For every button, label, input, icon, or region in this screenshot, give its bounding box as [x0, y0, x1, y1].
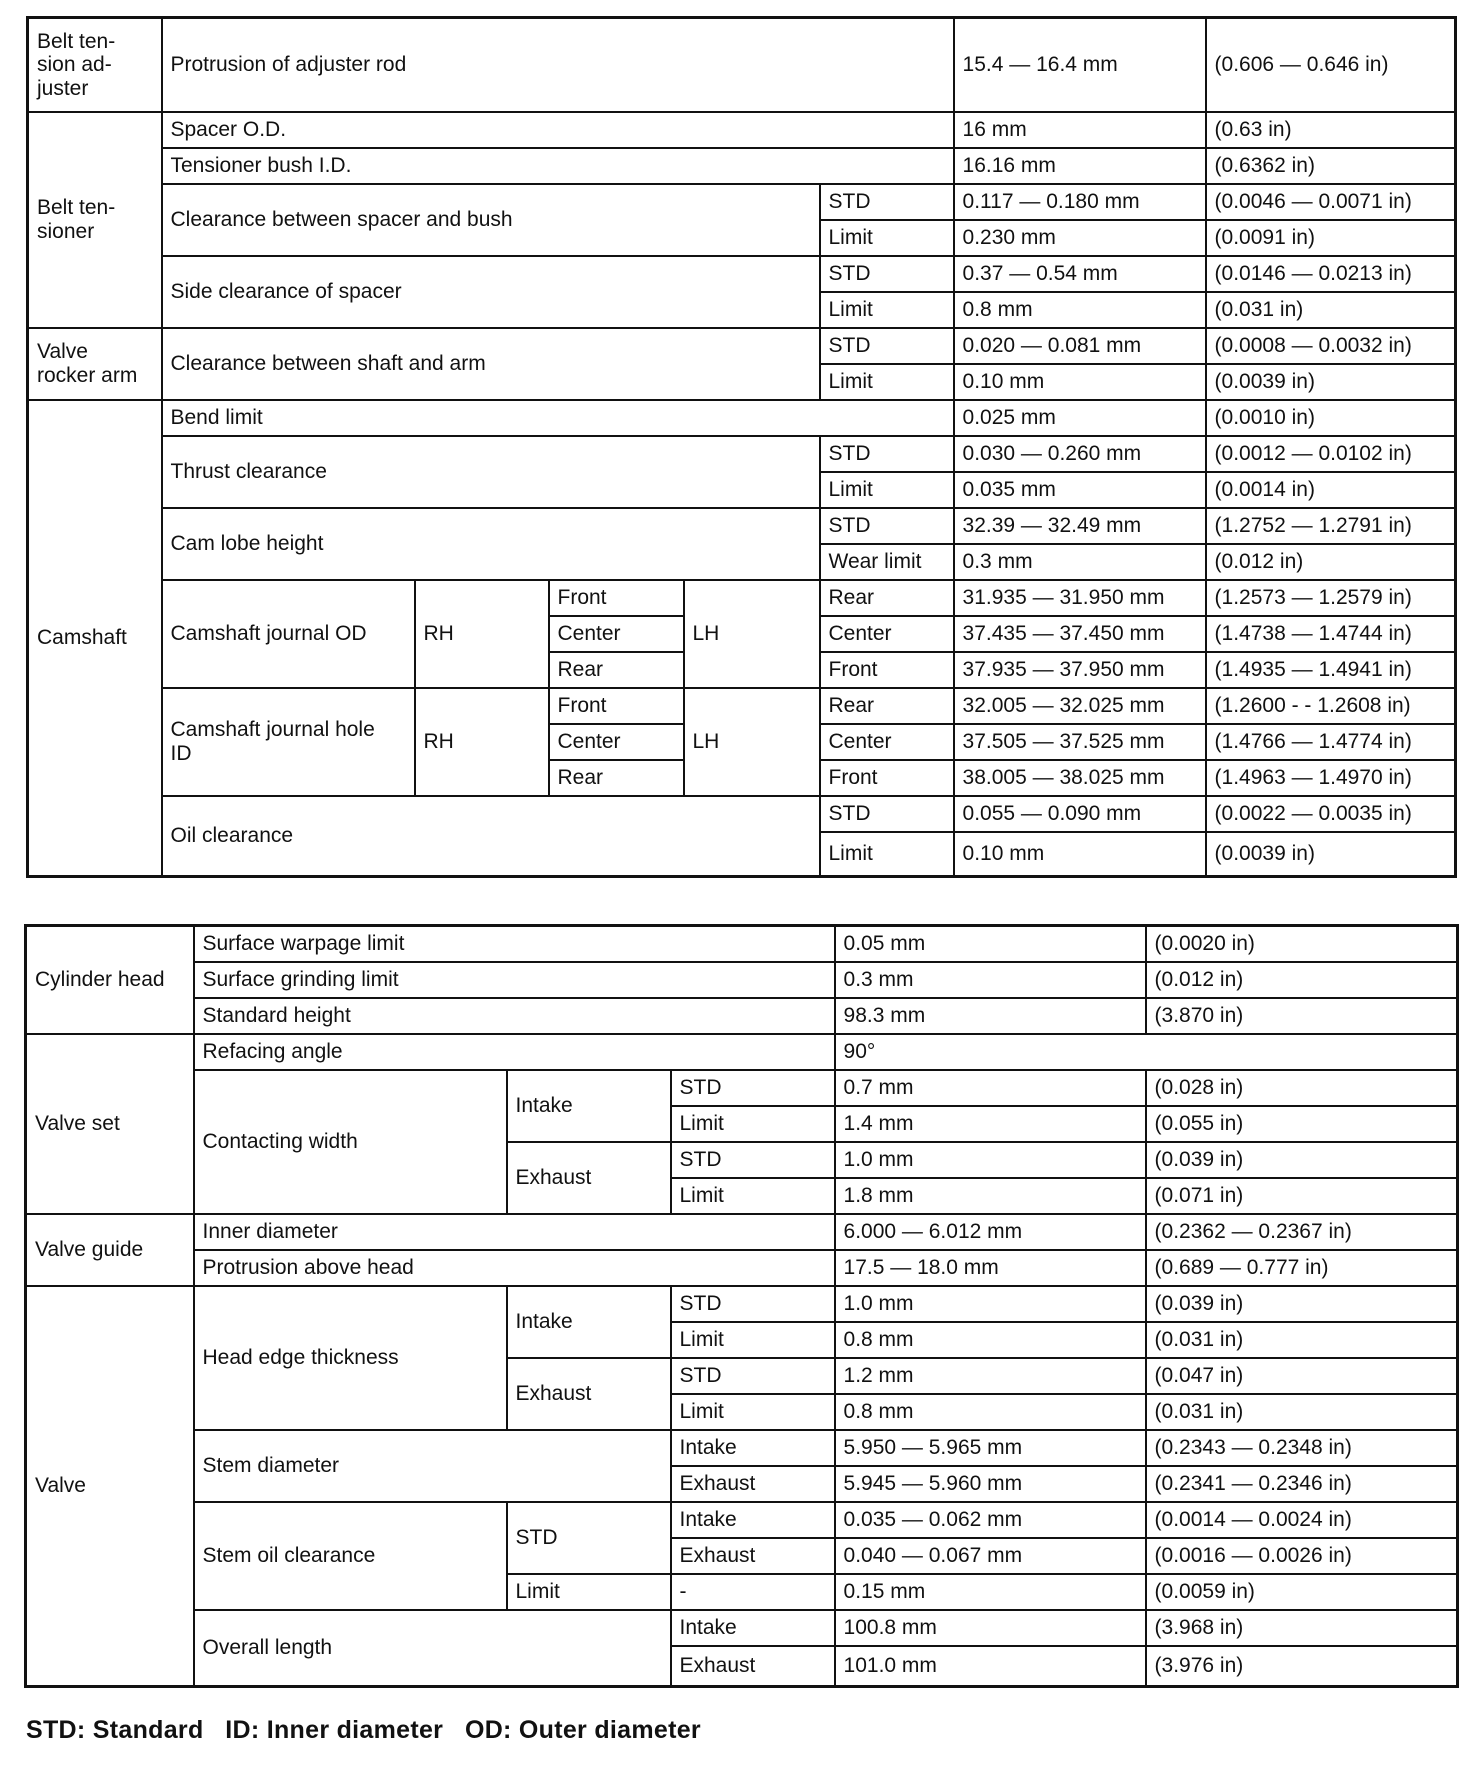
sub-label: STD — [820, 256, 954, 292]
value-mm: 0.030 — 0.260 mm — [954, 436, 1206, 472]
value-in: (1.4963 — 1.4970 in) — [1206, 760, 1456, 796]
value-in: (0.0016 — 0.0026 in) — [1146, 1538, 1458, 1574]
value-mm: 1.4 mm — [835, 1106, 1146, 1142]
value-mm: 15.4 — 16.4 mm — [954, 18, 1206, 113]
table-row — [26, 998, 1458, 1034]
abbreviation-legend: STD: Standard ID: Inner diameter OD: Outer diameter — [26, 1716, 701, 1744]
sub-label: STD — [507, 1502, 671, 1574]
value-in: (1.2600 - - 1.2608 in) — [1206, 688, 1456, 724]
value-mm: 100.8 mm — [835, 1610, 1146, 1646]
item-label: Surface warpage limit — [194, 926, 835, 963]
value-in: (0.0014 — 0.0024 in) — [1146, 1502, 1458, 1538]
value-mm: 16.16 mm — [954, 148, 1206, 184]
value-angle: 90° — [835, 1034, 1458, 1070]
item-label: Camshaft journal OD — [162, 580, 415, 688]
item-label: Contacting width — [194, 1070, 507, 1214]
value-in: (0.031 in) — [1206, 292, 1456, 328]
sub-label: STD — [671, 1358, 835, 1394]
value-mm: 32.39 — 32.49 mm — [954, 508, 1206, 544]
lh-label: LH — [684, 580, 820, 688]
rh-position: Front — [549, 688, 684, 724]
lh-position: Rear — [820, 688, 954, 724]
sub-label: Exhaust — [507, 1358, 671, 1430]
value-in: (0.0014 in) — [1206, 472, 1456, 508]
item-label: Surface grinding limit — [194, 962, 835, 998]
lh-position: Front — [820, 760, 954, 796]
value-mm: 0.035 mm — [954, 472, 1206, 508]
item-label: Oil clearance — [162, 796, 820, 877]
rh-label: RH — [415, 688, 549, 796]
table-row — [26, 1286, 1458, 1322]
value-in: (0.6362 in) — [1206, 148, 1456, 184]
value-mm: 5.945 — 5.960 mm — [835, 1466, 1146, 1502]
item-label: Stem diameter — [194, 1430, 671, 1502]
value-mm: 0.055 — 0.090 mm — [954, 796, 1206, 832]
value-in: (0.606 — 0.646 in) — [1206, 18, 1456, 113]
value-in: (0.0059 in) — [1146, 1574, 1458, 1610]
table-row — [28, 184, 1456, 220]
value-mm: 31.935 — 31.950 mm — [954, 580, 1206, 616]
value-mm: 0.3 mm — [835, 962, 1146, 998]
item-label: Tensioner bush I.D. — [162, 148, 954, 184]
table-row — [26, 1502, 1458, 1538]
sub-label: Wear limit — [820, 544, 954, 580]
value-mm: 0.37 — 0.54 mm — [954, 256, 1206, 292]
item-label: Camshaft journal hole ID — [162, 688, 415, 796]
value-in: (0.0039 in) — [1206, 832, 1456, 877]
sub-label: - — [671, 1574, 835, 1610]
value-mm: 1.2 mm — [835, 1358, 1146, 1394]
sub-label: Limit — [820, 364, 954, 400]
value-in: (0.071 in) — [1146, 1178, 1458, 1214]
table-row — [28, 112, 1456, 148]
value-in: (0.0146 — 0.0213 in) — [1206, 256, 1456, 292]
value-in: (0.0008 — 0.0032 in) — [1206, 328, 1456, 364]
group-valve-seat: Valve set — [26, 1034, 194, 1214]
table-row — [28, 580, 1456, 616]
table-row — [26, 962, 1458, 998]
value-mm: 17.5 — 18.0 mm — [835, 1250, 1146, 1286]
item-label: Cam lobe height — [162, 508, 820, 580]
sub-label: STD — [671, 1142, 835, 1178]
value-mm: 0.15 mm — [835, 1574, 1146, 1610]
sub-label: STD — [820, 436, 954, 472]
value-mm: 0.10 mm — [954, 832, 1206, 877]
sub-label: Intake — [507, 1070, 671, 1142]
value-in: (1.4738 — 1.4744 in) — [1206, 616, 1456, 652]
item-label: Spacer O.D. — [162, 112, 954, 148]
lh-position: Front — [820, 652, 954, 688]
lh-label: LH — [684, 688, 820, 796]
rh-position: Front — [549, 580, 684, 616]
sub-label: Exhaust — [671, 1538, 835, 1574]
item-label: Clearance between spacer and bush — [162, 184, 820, 256]
sub-label: STD — [671, 1286, 835, 1322]
group-valve-rocker-arm: Valve rocker arm — [28, 328, 162, 400]
sub-label: STD — [820, 796, 954, 832]
value-mm: 98.3 mm — [835, 998, 1146, 1034]
sub-label: Limit — [820, 292, 954, 328]
value-in: (0.689 — 0.777 in) — [1146, 1250, 1458, 1286]
sub-label: Limit — [671, 1322, 835, 1358]
sub-label: STD — [820, 508, 954, 544]
item-label: Protrusion of adjuster rod — [162, 18, 954, 113]
lh-position: Center — [820, 724, 954, 760]
table-row — [28, 328, 1456, 364]
sub-label: Limit — [507, 1574, 671, 1610]
table-row — [28, 688, 1456, 724]
value-mm: 0.035 — 0.062 mm — [835, 1502, 1146, 1538]
value-mm: 0.117 — 0.180 mm — [954, 184, 1206, 220]
lh-position: Rear — [820, 580, 954, 616]
value-in: (0.055 in) — [1146, 1106, 1458, 1142]
item-label: Stem oil clearance — [194, 1502, 507, 1610]
item-label: Inner diameter — [194, 1214, 835, 1250]
value-mm: 0.05 mm — [835, 926, 1146, 963]
rh-label: RH — [415, 580, 549, 688]
table-row — [26, 1070, 1458, 1106]
value-mm: 101.0 mm — [835, 1646, 1146, 1687]
value-in: (0.012 in) — [1206, 544, 1456, 580]
table-row — [28, 256, 1456, 292]
value-in: (0.63 in) — [1206, 112, 1456, 148]
value-in: (3.870 in) — [1146, 998, 1458, 1034]
group-valve: Valve — [26, 1286, 194, 1687]
sub-label: Limit — [820, 832, 954, 877]
table-row — [28, 18, 1456, 113]
item-label: Bend limit — [162, 400, 954, 436]
sub-label: Limit — [671, 1178, 835, 1214]
sub-label: Limit — [671, 1106, 835, 1142]
value-mm: 0.025 mm — [954, 400, 1206, 436]
table-row — [28, 148, 1456, 184]
group-belt-tensioner: Belt ten- sioner — [28, 112, 162, 328]
sub-label: Limit — [820, 220, 954, 256]
value-mm: 0.8 mm — [835, 1322, 1146, 1358]
sub-label: Intake — [671, 1502, 835, 1538]
sub-label: Intake — [507, 1286, 671, 1358]
table-row — [26, 1430, 1458, 1466]
value-mm: 16 mm — [954, 112, 1206, 148]
item-label: Head edge thickness — [194, 1286, 507, 1430]
value-in: (1.4935 — 1.4941 in) — [1206, 652, 1456, 688]
item-label: Thrust clearance — [162, 436, 820, 508]
rh-position: Rear — [549, 760, 684, 796]
group-valve-guide: Valve guide — [26, 1214, 194, 1286]
value-in: (0.031 in) — [1146, 1322, 1458, 1358]
value-in: (3.976 in) — [1146, 1646, 1458, 1687]
sub-label: STD — [820, 184, 954, 220]
value-mm: 0.230 mm — [954, 220, 1206, 256]
value-in: (0.0010 in) — [1206, 400, 1456, 436]
sub-label: Limit — [820, 472, 954, 508]
table-row — [26, 1610, 1458, 1646]
table-row — [28, 508, 1456, 544]
value-mm: 6.000 — 6.012 mm — [835, 1214, 1146, 1250]
value-in: (0.028 in) — [1146, 1070, 1458, 1106]
value-in: (3.968 in) — [1146, 1610, 1458, 1646]
table-row — [28, 400, 1456, 436]
item-label: Protrusion above head — [194, 1250, 835, 1286]
value-mm: 0.7 mm — [835, 1070, 1146, 1106]
value-mm: 1.8 mm — [835, 1178, 1146, 1214]
table-row — [26, 1214, 1458, 1250]
item-label: Side clearance of spacer — [162, 256, 820, 328]
group-camshaft: Camshaft — [28, 400, 162, 877]
value-mm: 0.020 — 0.081 mm — [954, 328, 1206, 364]
value-in: (0.031 in) — [1146, 1394, 1458, 1430]
group-belt-tension-adjuster: Belt ten- sion ad- juster — [28, 18, 162, 113]
value-mm: 37.935 — 37.950 mm — [954, 652, 1206, 688]
rh-position: Center — [549, 724, 684, 760]
sub-label: STD — [820, 328, 954, 364]
table-row — [26, 1034, 1458, 1070]
value-in: (0.0091 in) — [1206, 220, 1456, 256]
value-mm: 0.10 mm — [954, 364, 1206, 400]
sub-label: STD — [671, 1070, 835, 1106]
value-in: (1.2752 — 1.2791 in) — [1206, 508, 1456, 544]
rh-position: Rear — [549, 652, 684, 688]
item-label: Standard height — [194, 998, 835, 1034]
sub-label: Exhaust — [671, 1646, 835, 1687]
value-mm: 1.0 mm — [835, 1142, 1146, 1178]
sub-label: Intake — [671, 1610, 835, 1646]
group-cylinder-head: Cylinder head — [26, 926, 194, 1035]
value-in: (0.012 in) — [1146, 962, 1458, 998]
value-mm: 37.435 — 37.450 mm — [954, 616, 1206, 652]
sub-label: Limit — [671, 1394, 835, 1430]
value-in: (0.0046 — 0.0071 in) — [1206, 184, 1456, 220]
value-in: (0.0012 — 0.0102 in) — [1206, 436, 1456, 472]
value-in: (0.0020 in) — [1146, 926, 1458, 963]
table-row — [28, 796, 1456, 832]
value-mm: 32.005 — 32.025 mm — [954, 688, 1206, 724]
belt-camshaft-spec-table — [26, 16, 1457, 878]
table-row — [26, 926, 1458, 963]
value-in: (0.2341 — 0.2346 in) — [1146, 1466, 1458, 1502]
table-row — [26, 1250, 1458, 1286]
item-label: Overall length — [194, 1610, 671, 1687]
value-in: (0.2343 — 0.2348 in) — [1146, 1430, 1458, 1466]
sub-label: Exhaust — [671, 1466, 835, 1502]
value-in: (0.0022 — 0.0035 in) — [1206, 796, 1456, 832]
item-label: Clearance between shaft and arm — [162, 328, 820, 400]
value-in: (1.4766 — 1.4774 in) — [1206, 724, 1456, 760]
value-in: (0.0039 in) — [1206, 364, 1456, 400]
value-mm: 1.0 mm — [835, 1286, 1146, 1322]
value-in: (1.2573 — 1.2579 in) — [1206, 580, 1456, 616]
sub-label: Exhaust — [507, 1142, 671, 1214]
value-in: (0.039 in) — [1146, 1142, 1458, 1178]
value-in: (0.047 in) — [1146, 1358, 1458, 1394]
value-mm: 5.950 — 5.965 mm — [835, 1430, 1146, 1466]
item-label: Refacing angle — [194, 1034, 835, 1070]
value-mm: 0.8 mm — [835, 1394, 1146, 1430]
value-mm: 0.3 mm — [954, 544, 1206, 580]
rh-position: Center — [549, 616, 684, 652]
value-mm: 0.8 mm — [954, 292, 1206, 328]
value-mm: 38.005 — 38.025 mm — [954, 760, 1206, 796]
table-row — [28, 436, 1456, 472]
value-in: (0.039 in) — [1146, 1286, 1458, 1322]
cylinder-head-valve-spec-table — [24, 924, 1459, 1688]
value-in: (0.2362 — 0.2367 in) — [1146, 1214, 1458, 1250]
value-mm: 0.040 — 0.067 mm — [835, 1538, 1146, 1574]
sub-label: Intake — [671, 1430, 835, 1466]
lh-position: Center — [820, 616, 954, 652]
value-mm: 37.505 — 37.525 mm — [954, 724, 1206, 760]
